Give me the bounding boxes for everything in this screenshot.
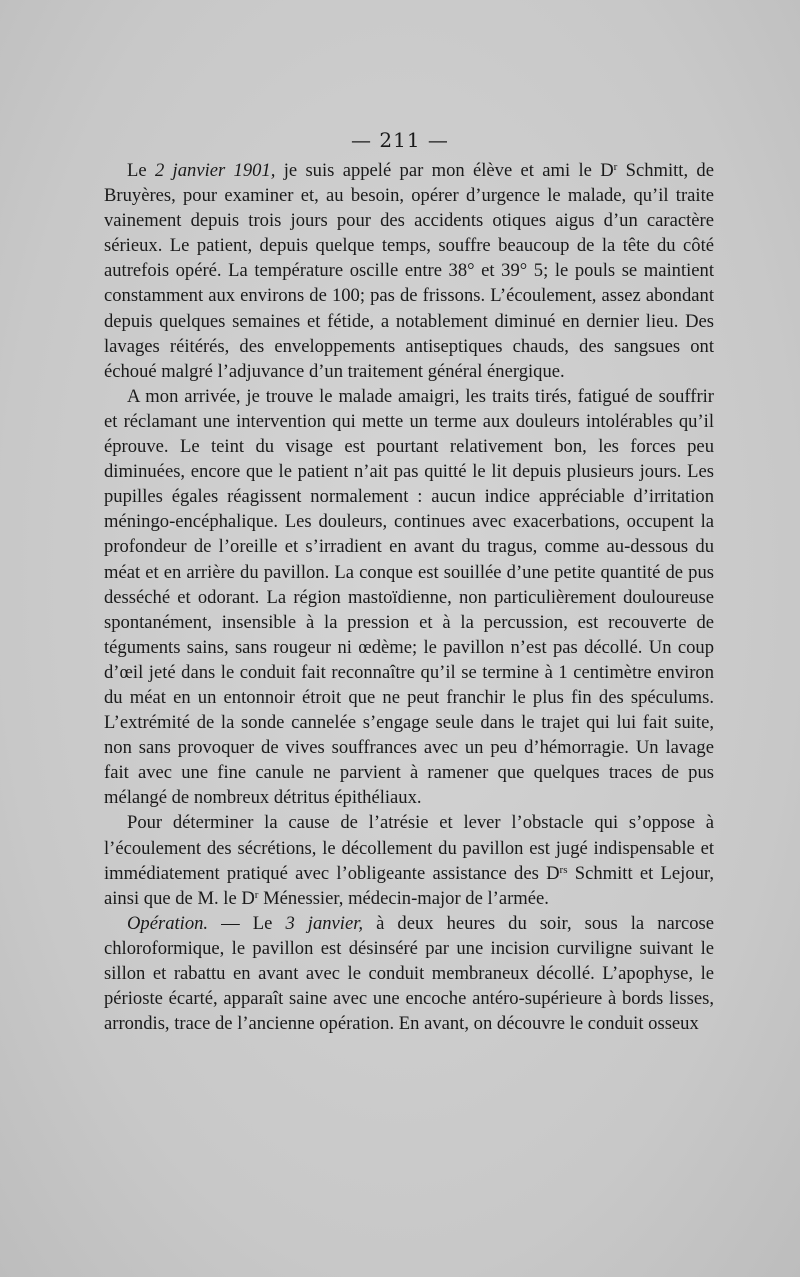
p3-superscript-2: r xyxy=(254,888,259,901)
p4-date: 3 janvier, xyxy=(285,912,364,934)
paragraph-2: A mon arrivée, je trouve le malade amaigri, les traits tirés, fatigué de souffrir et réclamant une intervention qui mette un terme aux douleurs intolérables qu’il éprouve. Le teint du visage est pourtant relativement bon, les forces peu diminuées, encore que le patient n’ait pas quitté le lit depuis plusieurs jours. Les pupilles égales réagissent normalement : aucun indice appréciable d’irritation méningo-encéphalique. Les douleurs, continues avec exacerbations, occupent la profondeur de l’oreille et s’irradient en avant du tragus, comme au-dessous du méat et en arrière du pavillon. La conque est souillée d’une petite quantité de pus desséché et odorant. La région mastoïdienne, non particulièrement douloureuse spontanément, insensible à la pression et à la percussion, est recouverte de téguments sains, sans rougeur ni œdème; le pavillon n’est pas décollé. Un coup d’œil jeté dans le conduit fait reconnaître qu’il se termine à 1 centimètre environ du méat en un entonnoir étroit que ne peut franchir le plus fin des spéculums. L’extrémité de la sonde cannelée s’engage seule dans le trajet qui lui fait suite, non sans provoquer de vives souffrances avec un peu d’hémorragie. Un lavage fait avec une fine canule ne parvient à ramener que quelques traces de pus mélangé de nombreux détritus épithéliaux. xyxy=(104,385,714,809)
p1-lead: Le xyxy=(127,160,155,181)
body-text xyxy=(104,158,714,1036)
p1-superscript: r xyxy=(613,161,618,173)
paragraph-4 xyxy=(104,911,714,1036)
p3-text-b: Schmitt et Lejour, ainsi que de M. le D xyxy=(104,862,715,909)
p3-text-a: Pour déterminer la cause de l’atrésie et lever l’obstacle qui s’oppose à l’écoulement des sécrétions, le décollement du pavillon est jugé indispensable et immédiatement pratiqué avec l’obligeante assistance des D xyxy=(104,812,714,884)
p1-text-b: Schmitt, de Bruyères, pour examiner et, au besoin, opérer d’urgence le malade, qu’il traite vainement depuis trois jours pour des accidents otiques aigus d’un caractère sérieux. Le patient, depuis quelque temps, souffre beaucoup de la tête du côté autrefois opéré. La température oscille entre 38° et 39° 5; le pouls se maintient constamment aux environs de 100; pas de frissons. L’écoulement, assez abondant depuis quelques semaines et fétide, a notablement diminué en dernier lieu. Des lavages réitérés, des enveloppements antiseptiques chauds, des sangsues ont échoué malgré l’adjuvance d’un traitement général énergique. xyxy=(104,160,714,382)
page-number: — 211 — xyxy=(351,128,449,152)
paragraph-3 xyxy=(104,810,714,910)
p4-text-b: à deux heures du soir, sous la narcose chloroformique, le pavillon est désinséré par une incision curviligne suivant le sillon et rabattu en avant avec le conduit membraneux décollé. L’apophyse, le périoste écarté, apparaît saine avec une encoche antéro-supérieure à bords lisses, arrondis, trace de l’ancienne opération. En avant, on découvre le conduit osseux xyxy=(104,912,715,1035)
p1-date: 2 janvier 1901, xyxy=(154,160,276,181)
p3-text-c: Ménessier, médecin-major de l’armée. xyxy=(258,887,549,909)
p1-text-a: je suis appelé par mon élève et ami le D xyxy=(275,160,614,181)
operation-heading: Opération. xyxy=(127,912,209,934)
paragraph-1 xyxy=(104,158,714,384)
p3-superscript-1: rs xyxy=(559,863,568,876)
p4-text-a: — Le xyxy=(208,912,286,934)
